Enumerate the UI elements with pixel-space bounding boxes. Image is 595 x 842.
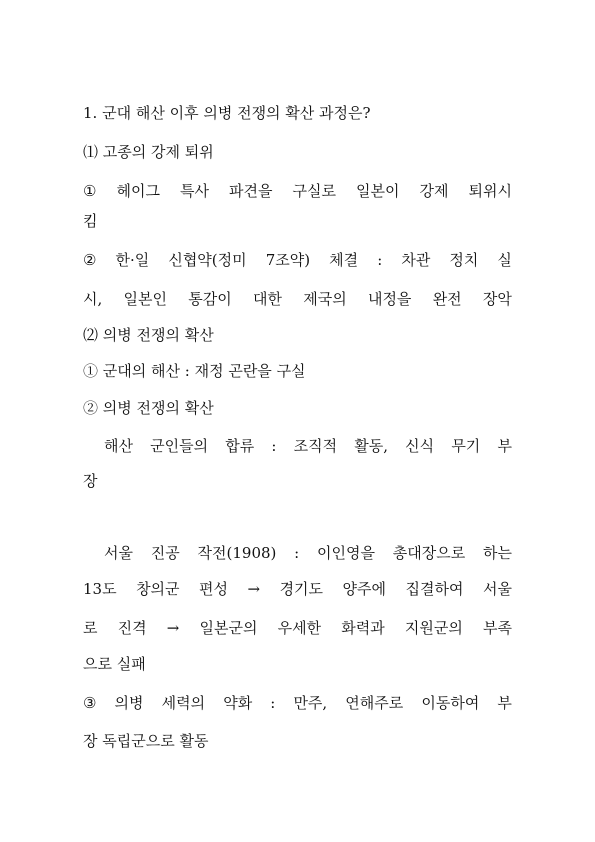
text-line: ① 군대의 해산 : 재정 곤란을 구실	[83, 362, 306, 380]
text-line: 킴	[83, 212, 98, 230]
text-line: 서울 진공 작전(1908) : 이인영을 총대장으로 하는	[104, 544, 512, 562]
text-line: 13도 창의군 편성 → 경기도 양주에 집결하여 서울	[83, 580, 512, 598]
text-line: 해산 군인들의 합류 : 조직적 활동, 신식 무기 부	[104, 437, 512, 455]
text-line: ② 한·일 신협약(정미 7조약) 체결 : 차관 정치 실	[83, 251, 512, 269]
section-heading-2: ⑵ 의병 전쟁의 확산	[83, 326, 214, 344]
text-line: ② 의병 전쟁의 확산	[83, 399, 214, 417]
text-line: ① 헤이그 특사 파견을 구실로 일본이 강제 퇴위시	[83, 182, 512, 200]
text-line: ③ 의병 세력의 약화 : 만주, 연해주로 이동하여 부	[83, 694, 512, 712]
text-line: 으로 실패	[83, 655, 146, 673]
text-line: 시, 일본인 통감이 대한 제국의 내정을 완전 장악	[83, 290, 512, 308]
section-heading-1: ⑴ 고종의 강제 퇴위	[83, 143, 214, 161]
text-line: 장 독립군으로 활동	[83, 732, 209, 750]
text-line: 로 진격 → 일본군의 우세한 화력과 지원군의 부족	[83, 619, 512, 637]
question-title: 1. 군대 해산 이후 의병 전쟁의 확산 과정은?	[83, 104, 371, 122]
text-line: 장	[83, 472, 98, 490]
